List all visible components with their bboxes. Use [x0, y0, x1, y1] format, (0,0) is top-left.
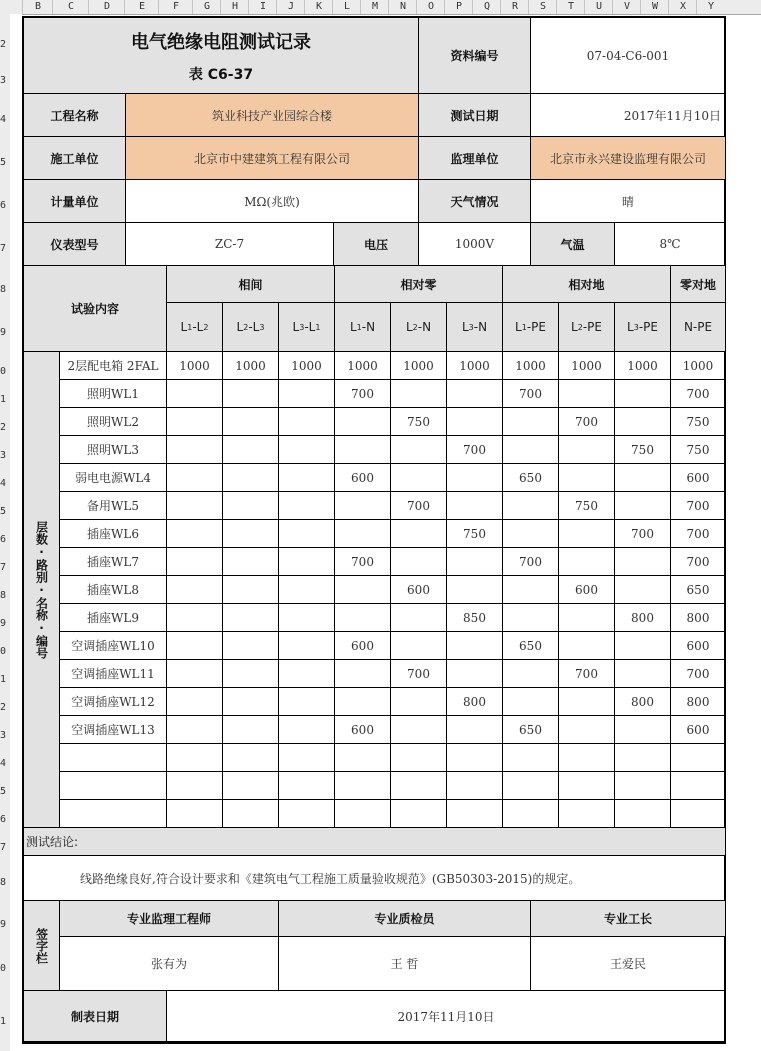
- circuit-name-cell[interactable]: [60, 772, 167, 800]
- column-header-cell[interactable]: T: [556, 0, 585, 14]
- voltage-label[interactable]: 电压: [334, 223, 419, 266]
- resistance-value-cell[interactable]: [503, 800, 559, 828]
- test-date-value[interactable]: 2017年11月10日: [531, 94, 726, 137]
- resistance-value-cell[interactable]: [223, 520, 279, 548]
- row-header-cell[interactable]: 3: [0, 730, 7, 741]
- resistance-value-cell[interactable]: [559, 800, 615, 828]
- resistance-value-cell[interactable]: [447, 772, 503, 800]
- resistance-value-cell[interactable]: [167, 492, 223, 520]
- unit-value[interactable]: MΩ(兆欧): [126, 180, 419, 223]
- resistance-value-cell[interactable]: [167, 576, 223, 604]
- resistance-value-cell[interactable]: [615, 576, 671, 604]
- role-quality-inspector[interactable]: 专业质检员: [279, 901, 531, 937]
- resistance-value-cell[interactable]: [335, 744, 391, 772]
- resistance-value-cell[interactable]: 600: [335, 464, 391, 492]
- doc-no-value[interactable]: 07-04-C6-001: [531, 18, 726, 94]
- column-header-cell[interactable]: H: [220, 0, 249, 14]
- resistance-value-cell[interactable]: [167, 744, 223, 772]
- circuit-side-label[interactable]: [24, 352, 60, 828]
- circuit-name-cell[interactable]: 插座WL9: [60, 604, 167, 632]
- column-header-cell[interactable]: C: [52, 0, 89, 14]
- row-header-cell[interactable]: 9: [0, 919, 7, 930]
- sub-header-l3-l1[interactable]: L 3 -L 1: [279, 303, 335, 352]
- resistance-value-cell[interactable]: [279, 800, 335, 828]
- resistance-value-cell[interactable]: [167, 436, 223, 464]
- resistance-value-cell[interactable]: [391, 604, 447, 632]
- resistance-value-cell[interactable]: 1000: [447, 352, 503, 380]
- resistance-value-cell[interactable]: [335, 604, 391, 632]
- resistance-value-cell[interactable]: [279, 492, 335, 520]
- meter-label[interactable]: 仪表型号: [24, 223, 126, 266]
- resistance-value-cell[interactable]: [279, 632, 335, 660]
- resistance-value-cell[interactable]: [391, 772, 447, 800]
- circuit-name-cell[interactable]: 2层配电箱 2FAL: [60, 352, 167, 380]
- temperature-value[interactable]: 8℃: [615, 223, 726, 266]
- sub-header-n-pe[interactable]: N-PE: [671, 303, 726, 352]
- resistance-value-cell[interactable]: [447, 464, 503, 492]
- column-header-cell[interactable]: V: [612, 0, 641, 14]
- resistance-value-cell[interactable]: [615, 660, 671, 688]
- resistance-value-cell[interactable]: [391, 464, 447, 492]
- resistance-value-cell[interactable]: 600: [671, 716, 726, 744]
- circuit-name-cell[interactable]: 插座WL8: [60, 576, 167, 604]
- resistance-value-cell[interactable]: [223, 800, 279, 828]
- circuit-name-cell[interactable]: 插座WL6: [60, 520, 167, 548]
- resistance-value-cell[interactable]: 600: [671, 464, 726, 492]
- row-header-cell[interactable]: 5: [0, 786, 7, 797]
- conclusion-label[interactable]: 测试结论:: [24, 828, 726, 856]
- resistance-value-cell[interactable]: 600: [335, 632, 391, 660]
- resistance-value-cell[interactable]: [279, 408, 335, 436]
- resistance-value-cell[interactable]: [223, 632, 279, 660]
- column-header-cell[interactable]: O: [416, 0, 445, 14]
- resistance-value-cell[interactable]: [335, 800, 391, 828]
- resistance-value-cell[interactable]: [279, 716, 335, 744]
- column-header-cell[interactable]: J: [276, 0, 305, 14]
- column-header-cell[interactable]: U: [584, 0, 613, 14]
- resistance-value-cell[interactable]: [167, 632, 223, 660]
- resistance-value-cell[interactable]: [559, 380, 615, 408]
- circuit-name-cell[interactable]: 照明WL1: [60, 380, 167, 408]
- row-header-cell[interactable]: 8: [0, 877, 7, 888]
- resistance-value-cell[interactable]: [279, 772, 335, 800]
- voltage-value[interactable]: 1000V: [419, 223, 531, 266]
- resistance-value-cell[interactable]: [559, 688, 615, 716]
- resistance-value-cell[interactable]: [279, 576, 335, 604]
- resistance-value-cell[interactable]: 800: [615, 688, 671, 716]
- resistance-value-cell[interactable]: [447, 408, 503, 436]
- resistance-value-cell[interactable]: 750: [559, 492, 615, 520]
- column-header-cell[interactable]: I: [248, 0, 277, 14]
- resistance-value-cell[interactable]: [167, 464, 223, 492]
- column-header-cell[interactable]: K: [304, 0, 333, 14]
- resistance-value-cell[interactable]: [615, 772, 671, 800]
- column-header-cell[interactable]: M: [360, 0, 389, 14]
- resistance-value-cell[interactable]: [167, 380, 223, 408]
- row-header-cell[interactable]: 4: [0, 478, 7, 489]
- test-record-form: [22, 16, 726, 1044]
- resistance-value-cell[interactable]: [615, 548, 671, 576]
- resistance-value-cell[interactable]: 700: [671, 380, 726, 408]
- group-header-neutral-ground[interactable]: 零对地: [671, 266, 726, 303]
- circuit-name-cell[interactable]: 空调插座WL13: [60, 716, 167, 744]
- resistance-value-cell[interactable]: [503, 436, 559, 464]
- resistance-value-cell[interactable]: 600: [391, 576, 447, 604]
- resistance-value-cell[interactable]: [279, 604, 335, 632]
- resistance-value-cell[interactable]: [503, 772, 559, 800]
- resistance-value-cell[interactable]: 700: [615, 520, 671, 548]
- doc-no-label[interactable]: 资料编号: [419, 18, 531, 94]
- resistance-value-cell[interactable]: [559, 520, 615, 548]
- resistance-value-cell[interactable]: 700: [391, 660, 447, 688]
- resistance-value-cell[interactable]: [671, 772, 726, 800]
- resistance-value-cell[interactable]: [391, 800, 447, 828]
- resistance-value-cell[interactable]: [503, 688, 559, 716]
- circuit-name-cell[interactable]: 空调插座WL10: [60, 632, 167, 660]
- resistance-value-cell[interactable]: 750: [671, 436, 726, 464]
- resistance-value-cell[interactable]: 1000: [503, 352, 559, 380]
- resistance-value-cell[interactable]: 700: [559, 660, 615, 688]
- resistance-value-cell[interactable]: 1000: [559, 352, 615, 380]
- resistance-value-cell[interactable]: 800: [447, 688, 503, 716]
- resistance-value-cell[interactable]: [279, 744, 335, 772]
- resistance-value-cell[interactable]: [167, 800, 223, 828]
- resistance-value-cell[interactable]: [559, 548, 615, 576]
- column-header-cell[interactable]: P: [444, 0, 473, 14]
- resistance-value-cell[interactable]: [671, 800, 726, 828]
- resistance-value-cell[interactable]: [391, 380, 447, 408]
- resistance-value-cell[interactable]: [447, 660, 503, 688]
- sub-header-l2-pe[interactable]: L 2 -PE: [559, 303, 615, 352]
- resistance-value-cell[interactable]: [335, 688, 391, 716]
- resistance-value-cell[interactable]: 800: [671, 604, 726, 632]
- group-header-phase-neutral[interactable]: 相对零: [335, 266, 503, 303]
- temperature-label[interactable]: 气温: [531, 223, 615, 266]
- resistance-value-cell[interactable]: 650: [503, 464, 559, 492]
- resistance-value-cell[interactable]: [279, 380, 335, 408]
- resistance-value-cell[interactable]: [391, 520, 447, 548]
- resistance-value-cell[interactable]: 700: [671, 548, 726, 576]
- resistance-value-cell[interactable]: [503, 744, 559, 772]
- row-header-cell[interactable]: 5: [0, 506, 7, 517]
- resistance-value-cell[interactable]: [447, 492, 503, 520]
- resistance-value-cell[interactable]: 1000: [671, 352, 726, 380]
- resistance-value-cell[interactable]: 850: [447, 604, 503, 632]
- row-header-cell[interactable]: 2: [0, 39, 7, 50]
- column-header-cell[interactable]: F: [158, 0, 193, 14]
- resistance-value-cell[interactable]: [223, 744, 279, 772]
- row-header-cell[interactable]: 2: [0, 702, 7, 713]
- row-header-cell[interactable]: 4: [0, 114, 7, 125]
- resistance-value-cell[interactable]: 1000: [223, 352, 279, 380]
- resistance-value-cell[interactable]: [167, 772, 223, 800]
- resistance-value-cell[interactable]: [223, 464, 279, 492]
- resistance-value-cell[interactable]: [167, 716, 223, 744]
- resistance-value-cell[interactable]: [615, 632, 671, 660]
- column-header-cell[interactable]: S: [528, 0, 557, 14]
- project-value[interactable]: 筑业科技产业园综合楼: [126, 94, 419, 137]
- circuit-name-cell[interactable]: 空调插座WL11: [60, 660, 167, 688]
- resistance-value-cell[interactable]: [447, 716, 503, 744]
- row-header-cell[interactable]: 9: [0, 618, 7, 629]
- name-quality-inspector[interactable]: 王 哲: [279, 937, 531, 991]
- resistance-value-cell[interactable]: [223, 436, 279, 464]
- resistance-value-cell[interactable]: [447, 548, 503, 576]
- sub-header-l1-n[interactable]: L 1 -N: [335, 303, 391, 352]
- sub-header-l2-l3[interactable]: L 2 -L 3: [223, 303, 279, 352]
- row-header-cell[interactable]: 6: [0, 534, 7, 545]
- resistance-value-cell[interactable]: [391, 632, 447, 660]
- unit-label[interactable]: 计量单位: [24, 180, 126, 223]
- resistance-value-cell[interactable]: [223, 548, 279, 576]
- resistance-value-cell[interactable]: [503, 520, 559, 548]
- resistance-value-cell[interactable]: [615, 492, 671, 520]
- project-label[interactable]: 工程名称: [24, 94, 126, 137]
- resistance-value-cell[interactable]: [615, 716, 671, 744]
- row-header-cell[interactable]: 3: [0, 75, 7, 86]
- column-header-cell[interactable]: Q: [472, 0, 501, 14]
- resistance-value-cell[interactable]: [391, 744, 447, 772]
- resistance-value-cell[interactable]: [279, 660, 335, 688]
- column-header-cell[interactable]: Y: [696, 0, 725, 14]
- sheet-margin: [10, 14, 22, 1051]
- weather-label[interactable]: 天气情况: [419, 180, 531, 223]
- resistance-value-cell[interactable]: [335, 436, 391, 464]
- resistance-value-cell[interactable]: [223, 604, 279, 632]
- resistance-value-cell[interactable]: [279, 464, 335, 492]
- resistance-value-cell[interactable]: 700: [335, 380, 391, 408]
- table-date-value[interactable]: 2017年11月10日: [167, 991, 726, 1042]
- circuit-name-cell[interactable]: [60, 800, 167, 828]
- resistance-value-cell[interactable]: [335, 492, 391, 520]
- form-title: 电气绝缘电阻测试记录: [131, 31, 311, 53]
- resistance-value-cell[interactable]: 650: [503, 632, 559, 660]
- resistance-value-cell[interactable]: [223, 492, 279, 520]
- resistance-value-cell[interactable]: [223, 660, 279, 688]
- column-header-cell[interactable]: B: [22, 0, 53, 14]
- row-header-cell[interactable]: 7: [0, 562, 7, 573]
- circuit-name-cell[interactable]: 插座WL7: [60, 548, 167, 576]
- builder-label[interactable]: 施工单位: [24, 137, 126, 180]
- circuit-name-cell[interactable]: 备用WL5: [60, 492, 167, 520]
- resistance-value-cell[interactable]: 1000: [279, 352, 335, 380]
- resistance-value-cell[interactable]: [391, 436, 447, 464]
- resistance-value-cell[interactable]: 700: [447, 436, 503, 464]
- row-header-cell[interactable]: 8: [0, 284, 7, 295]
- resistance-value-cell[interactable]: [223, 688, 279, 716]
- resistance-value-cell[interactable]: [559, 772, 615, 800]
- resistance-value-cell[interactable]: [223, 716, 279, 744]
- resistance-value-cell[interactable]: [503, 604, 559, 632]
- group-header-phase[interactable]: 相间: [167, 266, 335, 303]
- resistance-value-cell[interactable]: [223, 772, 279, 800]
- resistance-value-cell[interactable]: [615, 464, 671, 492]
- signature-side-label-text: 签字栏: [34, 927, 49, 964]
- row-header-cell[interactable]: 1: [0, 394, 7, 405]
- circuit-name-cell[interactable]: [60, 744, 167, 772]
- sub-header-l2-n[interactable]: L 2 -N: [391, 303, 447, 352]
- resistance-value-cell[interactable]: 1000: [167, 352, 223, 380]
- resistance-value-cell[interactable]: [279, 688, 335, 716]
- row-header-cell[interactable]: 6: [0, 200, 7, 211]
- resistance-value-cell[interactable]: 700: [559, 408, 615, 436]
- weather-value[interactable]: 晴: [531, 180, 726, 223]
- resistance-value-cell[interactable]: 1000: [615, 352, 671, 380]
- resistance-value-cell[interactable]: [223, 576, 279, 604]
- resistance-value-cell[interactable]: 600: [671, 632, 726, 660]
- circuit-name-cell[interactable]: 弱电电源WL4: [60, 464, 167, 492]
- resistance-value-cell[interactable]: 650: [503, 716, 559, 744]
- resistance-value-cell[interactable]: [167, 520, 223, 548]
- resistance-value-cell[interactable]: [167, 604, 223, 632]
- column-header-cell[interactable]: W: [640, 0, 669, 14]
- group-header-phase-ground[interactable]: 相对地: [503, 266, 671, 303]
- resistance-value-cell[interactable]: 700: [671, 660, 726, 688]
- resistance-value-cell[interactable]: [615, 744, 671, 772]
- resistance-value-cell[interactable]: 700: [671, 520, 726, 548]
- resistance-value-cell[interactable]: [503, 660, 559, 688]
- resistance-value-cell[interactable]: [447, 576, 503, 604]
- resistance-value-cell[interactable]: [223, 380, 279, 408]
- resistance-value-cell[interactable]: [503, 492, 559, 520]
- resistance-value-cell[interactable]: 650: [671, 576, 726, 604]
- name-foreman[interactable]: 王爱民: [531, 937, 726, 991]
- supervisor-value[interactable]: 北京市永兴建设监理有限公司: [531, 137, 726, 180]
- resistance-value-cell[interactable]: [391, 688, 447, 716]
- resistance-value-cell[interactable]: 750: [671, 408, 726, 436]
- resistance-value-cell[interactable]: [503, 576, 559, 604]
- resistance-value-cell[interactable]: [559, 464, 615, 492]
- resistance-value-cell[interactable]: [167, 408, 223, 436]
- row-header-cell[interactable]: 0: [0, 366, 7, 377]
- sub-header-l1-l2[interactable]: L 1 -L 2: [167, 303, 223, 352]
- resistance-value-cell[interactable]: [335, 408, 391, 436]
- resistance-value-cell[interactable]: 600: [559, 576, 615, 604]
- circuit-name-cell[interactable]: 照明WL2: [60, 408, 167, 436]
- resistance-value-cell[interactable]: 1000: [391, 352, 447, 380]
- supervisor-label[interactable]: 监理单位: [419, 137, 531, 180]
- column-header-bar: [0, 0, 761, 15]
- row-header-cell[interactable]: 7: [0, 842, 7, 853]
- column-header-cell[interactable]: E: [124, 0, 159, 14]
- resistance-value-cell[interactable]: [279, 520, 335, 548]
- column-header-cell[interactable]: R: [500, 0, 529, 14]
- resistance-value-cell[interactable]: [559, 604, 615, 632]
- resistance-value-cell[interactable]: [335, 660, 391, 688]
- resistance-value-cell[interactable]: [559, 632, 615, 660]
- test-date-label[interactable]: 测试日期: [419, 94, 531, 137]
- resistance-value-cell[interactable]: [167, 688, 223, 716]
- builder-value[interactable]: 北京市中建建筑工程有限公司: [126, 137, 419, 180]
- sub-header-l3-pe[interactable]: L 3 -PE: [615, 303, 671, 352]
- resistance-value-cell[interactable]: [447, 800, 503, 828]
- resistance-value-cell[interactable]: 750: [615, 436, 671, 464]
- resistance-value-cell[interactable]: 700: [391, 492, 447, 520]
- name-supervising-engineer[interactable]: 张有为: [60, 937, 279, 991]
- column-header-cell[interactable]: N: [388, 0, 417, 14]
- resistance-value-cell[interactable]: [335, 520, 391, 548]
- meter-value[interactable]: ZC-7: [126, 223, 334, 266]
- resistance-value-cell[interactable]: [615, 800, 671, 828]
- row-header-cell[interactable]: 6: [0, 814, 7, 825]
- resistance-value-cell[interactable]: 750: [447, 520, 503, 548]
- circuit-name-cell[interactable]: 空调插座WL12: [60, 688, 167, 716]
- role-foreman[interactable]: 专业工长: [531, 901, 726, 937]
- resistance-value-cell[interactable]: [167, 548, 223, 576]
- row-header-cell[interactable]: 5: [0, 157, 7, 168]
- resistance-value-cell[interactable]: [223, 408, 279, 436]
- resistance-value-cell[interactable]: [671, 744, 726, 772]
- resistance-value-cell[interactable]: [279, 548, 335, 576]
- title-block[interactable]: [24, 18, 419, 94]
- conclusion-text[interactable]: 线路绝缘良好,符合设计要求和《建筑电气工程施工质量验收规范》(GB50303-2015)的规定。: [24, 856, 726, 901]
- row-header-cell[interactable]: 9: [0, 327, 7, 338]
- resistance-value-cell[interactable]: 600: [335, 716, 391, 744]
- resistance-value-cell[interactable]: [615, 408, 671, 436]
- resistance-value-cell[interactable]: [447, 632, 503, 660]
- resistance-value-cell[interactable]: 1000: [335, 352, 391, 380]
- resistance-value-cell[interactable]: 800: [615, 604, 671, 632]
- row-header-cell[interactable]: 8: [0, 590, 7, 601]
- resistance-value-cell[interactable]: [503, 408, 559, 436]
- resistance-value-cell[interactable]: [615, 380, 671, 408]
- column-header-cell[interactable]: G: [192, 0, 221, 14]
- test-content-header[interactable]: 试验内容: [24, 266, 167, 352]
- resistance-value-cell[interactable]: [447, 744, 503, 772]
- column-header-cell[interactable]: L: [332, 0, 361, 14]
- row-header-cell[interactable]: 4: [0, 758, 7, 769]
- resistance-value-cell[interactable]: 700: [335, 548, 391, 576]
- resistance-value-cell[interactable]: 700: [671, 492, 726, 520]
- sub-header-l1-pe[interactable]: L 1 -PE: [503, 303, 559, 352]
- table-date-label[interactable]: 制表日期: [24, 991, 167, 1042]
- column-header-cell[interactable]: X: [668, 0, 697, 14]
- row-header-cell[interactable]: 1: [0, 674, 7, 685]
- circuit-name-cell[interactable]: 照明WL3: [60, 436, 167, 464]
- resistance-value-cell[interactable]: [335, 576, 391, 604]
- resistance-value-cell[interactable]: [391, 716, 447, 744]
- form-number: 表 C6-37: [188, 66, 254, 83]
- role-supervising-engineer[interactable]: 专业监理工程师: [60, 901, 279, 937]
- row-header-cell[interactable]: 7: [0, 243, 7, 254]
- resistance-value-cell[interactable]: 700: [503, 548, 559, 576]
- resistance-value-cell[interactable]: [559, 716, 615, 744]
- resistance-value-cell[interactable]: [559, 744, 615, 772]
- resistance-value-cell[interactable]: [447, 380, 503, 408]
- resistance-value-cell[interactable]: [279, 436, 335, 464]
- row-header-cell[interactable]: 3: [0, 450, 7, 461]
- resistance-value-cell[interactable]: [167, 660, 223, 688]
- resistance-value-cell[interactable]: 750: [391, 408, 447, 436]
- row-header-cell[interactable]: 0: [0, 646, 7, 657]
- row-header-cell[interactable]: 0: [0, 963, 7, 974]
- circuit-side-label-text: 层数·路别·名称·编号: [34, 520, 49, 659]
- row-header-cell[interactable]: 1: [0, 1016, 7, 1027]
- row-header-cell[interactable]: 2: [0, 422, 7, 433]
- resistance-value-cell[interactable]: [559, 436, 615, 464]
- column-header-cell[interactable]: D: [88, 0, 125, 14]
- resistance-value-cell[interactable]: 800: [671, 688, 726, 716]
- resistance-value-cell[interactable]: 700: [503, 380, 559, 408]
- resistance-value-cell[interactable]: [391, 548, 447, 576]
- sub-header-l3-n[interactable]: L 3 -N: [447, 303, 503, 352]
- resistance-value-cell[interactable]: [335, 772, 391, 800]
- signature-side-label[interactable]: [24, 901, 60, 991]
